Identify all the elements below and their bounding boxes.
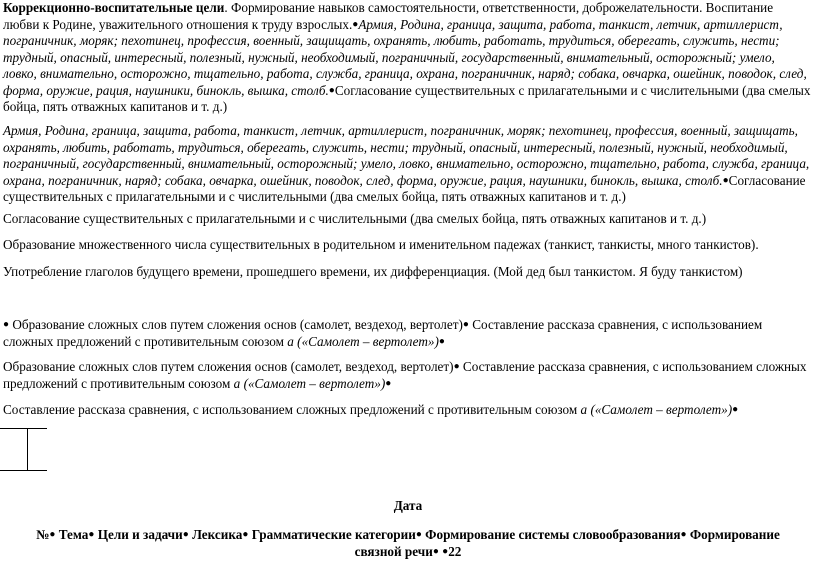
goals-heading: Коррекционно-воспитательные цели bbox=[3, 0, 225, 15]
vocabulary-list: Армия, Родина, граница, защита, работа, танкист, летчик, артиллерист, пограничник, моряк; пехотинец, профессия, военный, защищать, охранять, любить, работать, трудиться, оберегать, служить, нести; трудный, опасный, интересный, полезный, нужный, необходимый, пограничный, государственный, внимательный, осторожный; умело, ловко, внимательно, осторожно, тщательно, работа, служба, граница, охрана, пограничник, наряд; собака, овчарка, ошейник, поводок, след, форма, оружие, рация, наушники, бинокль, вышка, столб. bbox=[3, 16, 807, 98]
bullet-icon: ● bbox=[3, 319, 10, 330]
bullet-icon: ● bbox=[88, 529, 95, 540]
grammar-label: Грамматические категории bbox=[248, 527, 416, 542]
story-text: Составление рассказа сравнения, с использованием сложных предложений с противительным союзом bbox=[3, 402, 581, 417]
story-text: Составление рассказа сравнения, с использованием сложных предложений с противительным союзом bbox=[3, 359, 807, 391]
bullet-icon: ● bbox=[385, 377, 392, 389]
bullet-icon: ● bbox=[432, 545, 439, 557]
bullet-icon: ● bbox=[680, 529, 687, 540]
story-example: а («Самолет – вертолет») bbox=[287, 333, 439, 349]
bullet-icon: ● bbox=[453, 361, 460, 372]
paragraph-goals bbox=[3, 0, 811, 116]
vocabulary-list: Армия, Родина, граница, защита, работа, танкист, летчик, артиллерист, пограничник, моряк; пехотинец, профессия, военный, защищать, охранять, любить, работать, трудиться, оберегать, служить, нести; трудный, опасный, интересный, полезный, нужный, необходимый, пограничный, государственный, внимательный, осторожный; умело, ловко, внимательно, осторожно, тщательно, работа, служба, граница, охрана, пограничник, наряд; собака, овчарка, ошейник, поводок, след, форма, оружие, рация, наушники, бинокль, вышка, столб. bbox=[3, 123, 810, 188]
goals-text: . Формирование навыков самостоятельности, ответственности, доброжелательности. Воспитание любви к Родине, уважительного отношения к труду взрослых. bbox=[3, 0, 774, 32]
bullet-icon: ● bbox=[438, 335, 445, 347]
bullet-icon: ● bbox=[415, 529, 422, 540]
bullet-icon: ● bbox=[442, 545, 449, 557]
topic-label: Тема bbox=[55, 527, 89, 542]
bullet-icon: ● bbox=[352, 18, 359, 30]
bullet-icon: ● bbox=[732, 404, 739, 415]
word-formation-label: Формирование системы словообразования bbox=[421, 527, 681, 542]
number-label: № bbox=[36, 527, 50, 542]
agreement-text: Согласование существительных с прилагательными и с числительными (два смелых бойца, пять отважных капитанов и т. д.) bbox=[3, 172, 806, 204]
table-header-row bbox=[20, 527, 796, 560]
paragraph-vocabulary bbox=[3, 123, 811, 206]
bullet-icon: ● bbox=[462, 319, 469, 330]
paragraph-compound-words-2 bbox=[3, 359, 811, 392]
goals-label: Цели и задачи bbox=[94, 527, 183, 542]
story-example: а («Самолет – вертолет») bbox=[580, 402, 733, 417]
paragraph-agreement: Согласование существительных с прилагательными и с числительными (два смелых бойца, пять отважных капитанов и т. д.) bbox=[3, 211, 707, 226]
story-text: Составление рассказа сравнения, с использованием сложных предложений с противительным союзом bbox=[3, 317, 763, 349]
paragraph-compound-words bbox=[3, 317, 811, 350]
agreement-text: Согласование существительных с прилагательными и с числительными (два смелых бойца, пять отважных капитанов и т. д.) bbox=[3, 82, 811, 114]
hours-number: 22 bbox=[448, 543, 462, 559]
paragraph-verbs: Употребление глаголов будущего времени, прошедшего времени, их дифференциация. (Мой дед был танкистом. Я буду танкистом) bbox=[3, 264, 743, 279]
connected-speech-label: Формирование связной речи bbox=[354, 527, 780, 559]
paragraph-plural: Образование множественного числа существительных в родительном и именительном падежах (танкист, танкисты, много танкистов). bbox=[3, 237, 759, 252]
compound-text: Образование сложных слов путем сложения основ (самолет, вездеход, вертолет) bbox=[9, 317, 463, 332]
story-example: а («Самолет – вертолет») bbox=[233, 375, 386, 391]
bullet-icon: ● bbox=[722, 174, 729, 186]
bullet-icon: ● bbox=[242, 529, 249, 540]
compound-text: Образование сложных слов путем сложения основ (самолет, вездеход, вертолет) bbox=[3, 359, 454, 374]
lexicon-label: Лексика bbox=[188, 527, 243, 542]
bullet-icon: ● bbox=[182, 529, 189, 540]
table-border-vertical bbox=[27, 428, 28, 471]
paragraph-story bbox=[3, 402, 811, 419]
table-border-top bbox=[0, 428, 47, 429]
bullet-icon: ● bbox=[49, 529, 56, 540]
table-border-bottom bbox=[0, 470, 47, 471]
bullet-icon: ● bbox=[328, 84, 335, 96]
date-label: Дата bbox=[393, 498, 423, 513]
